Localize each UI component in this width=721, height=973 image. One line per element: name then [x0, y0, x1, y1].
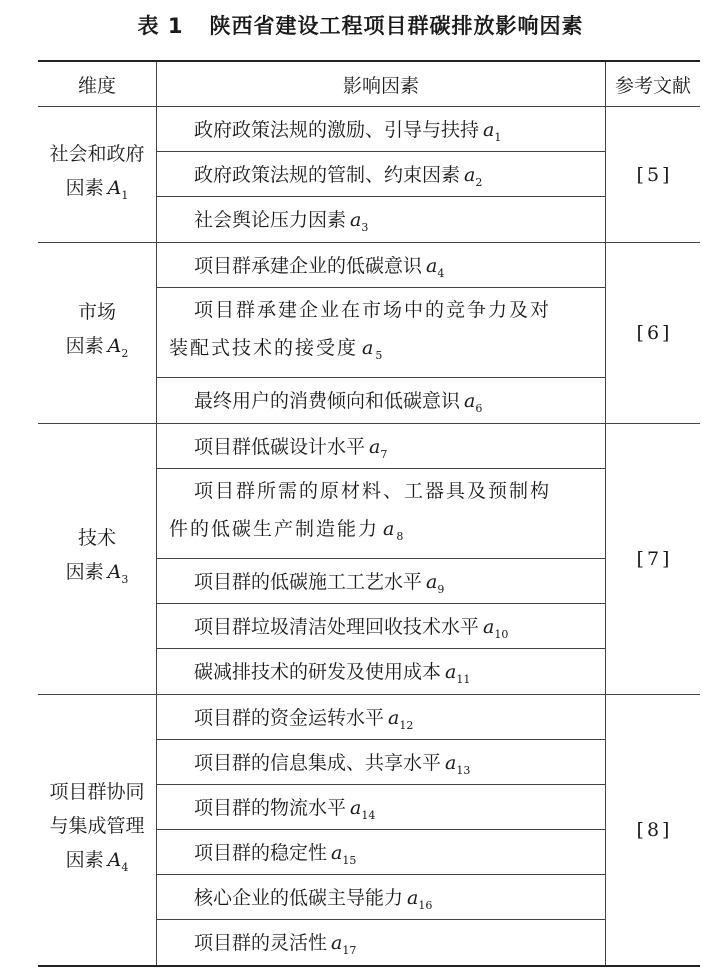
- table-row: 项目群低碳设计水平 $a_7$: [157, 424, 605, 469]
- table-row: 项目群所需的原材料、工器具及预制构 件的低碳生产制造能力 $a_8$: [157, 469, 605, 559]
- table-group-social-government: [38, 107, 700, 243]
- dimension-label: 因素 $A_1$: [65, 176, 129, 202]
- table-row: 项目群的灵活性 $a_{17}$: [194, 932, 357, 957]
- table-number: 表 1: [137, 14, 184, 38]
- dimension-label: 因素 $A_2$: [65, 335, 129, 360]
- factor-column: [156, 695, 606, 965]
- dimension-cell: [38, 424, 156, 694]
- table-row: 项目群垃圾清洁处理回收技术水平 $a_{10}$: [157, 604, 605, 649]
- header-reference: 参考文献: [614, 74, 691, 97]
- table-row: 项目群的物流水平 $a_{14}$: [157, 785, 605, 830]
- table-row: 项目群承建企业的低碳意识 $a_4$: [157, 243, 605, 288]
- factor-column: [156, 424, 606, 694]
- table-row: 政府政策法规的管制、约束因素 $a_2$: [157, 152, 605, 197]
- table-row: 项目群承建企业在市场中的竞争力及对 装配式技术的接受度 $a_5$: [157, 288, 605, 378]
- dimension-label: 技术: [77, 527, 116, 550]
- table-group-market: [38, 243, 700, 424]
- table-title-text: 陕西省建设工程项目群碳排放影响因素: [209, 14, 584, 38]
- table-row: 项目群的信息集成、共享水平 $a_{13}$: [157, 740, 605, 785]
- factor-column: [156, 107, 606, 242]
- factors-table: [38, 60, 700, 967]
- reference-cell: [ 6 ]: [636, 322, 670, 344]
- table-row: 项目群的稳定性 $a_{15}$: [157, 830, 605, 875]
- table-group-technology: [38, 424, 700, 695]
- table-title: [0, 10, 721, 40]
- dimension-label: 项目群协同: [49, 781, 145, 804]
- table-row: 政府政策法规的激励、引导与扶持 $a_1$: [157, 107, 605, 152]
- table-row: 碳减排技术的研发及使用成本 $a_{11}$: [194, 661, 471, 686]
- dimension-label: 因素 $A_4$: [65, 849, 129, 874]
- dimension-label: 与集成管理: [49, 815, 145, 838]
- table-row: 最终用户的消费倾向和低碳意识 $a_6$: [194, 390, 483, 415]
- factor-column: [156, 243, 606, 423]
- table-header-row: [38, 62, 700, 107]
- reference-cell: [ 5 ]: [636, 163, 670, 186]
- header-dimension: 维度: [77, 74, 116, 97]
- table-row: 项目群的资金运转水平 $a_{12}$: [157, 695, 605, 740]
- table-row: 社会舆论压力因素 $a_3$: [194, 209, 369, 234]
- dimension-label: 市场: [77, 301, 116, 324]
- dimension-cell: [38, 107, 156, 242]
- reference-cell: [ 7 ]: [636, 548, 670, 570]
- table-group-coordination-management: [38, 695, 700, 965]
- table-row: 项目群的低碳施工工艺水平 $a_9$: [157, 559, 605, 604]
- dimension-label: 因素 $A_3$: [65, 561, 129, 586]
- header-factor: 影响因素: [156, 62, 606, 106]
- table-row: 核心企业的低碳主导能力 $a_{16}$: [157, 875, 605, 920]
- dimension-cell: [38, 695, 156, 965]
- reference-cell: [ 8 ]: [636, 819, 670, 841]
- dimension-cell: [38, 243, 156, 423]
- dimension-label: 社会和政府: [49, 142, 145, 165]
